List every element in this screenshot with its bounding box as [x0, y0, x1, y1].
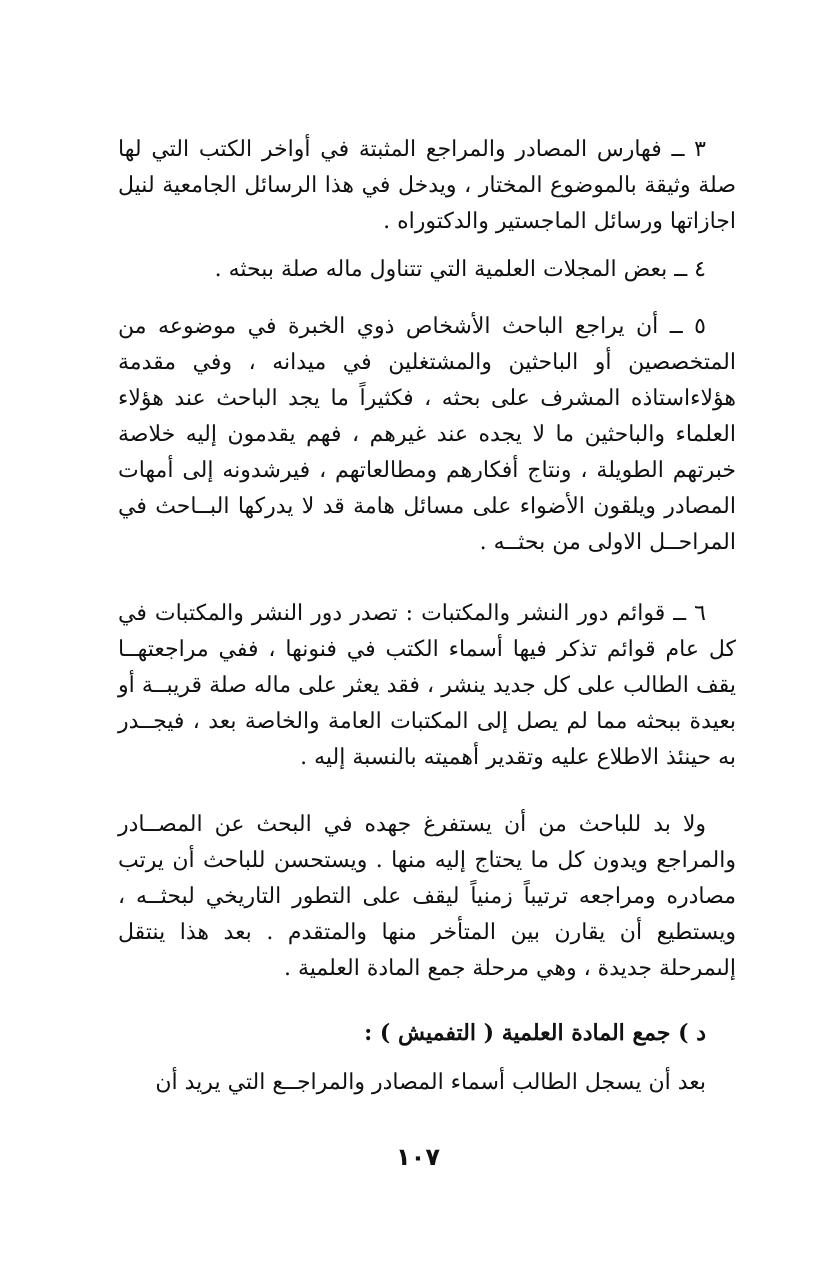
text-block-6: [118, 1065, 736, 1101]
text-block-3: [118, 309, 736, 561]
section-heading-block: [118, 1015, 736, 1051]
paragraph-item-3: ٣ ــ فهارس المصادر والمراجع المثبتة في أواخر الكتب التي لها صلة وثيقة بالموضوع المختار ، ويدخل في هذا الرسائل الجامعية لنيل اجازاتها ورسائل الماجستير والدكتوراه .: [118, 137, 736, 234]
text-block-4: [118, 596, 736, 776]
paragraph-item-6: ٦ ــ قوائم دور النشر والمكتبات : تصدر دور النشر والمكتبات في كل عام قوائم تذكر فيها أسماء الكتب في فنونها ، ففي مراجعتهــا يقف الطالب على كل جديد ينشر ، فقد يعثر على ماله صلة قريبــة أو بعيدة ببحثه مما لم يصل إلى المكتبات العامة والخاصة بعد ، فيجــدر به حينئذ الاطلاع عليه وتقدير أهميته بالنسبة إليه .: [118, 601, 736, 770]
paragraph-last: بعد أن يسجل الطالب أسماء المصادر والمراجــع التي يريد أن: [155, 1070, 706, 1095]
paragraph-item-4: ٤ ــ بعض المجلات العلمية التي تتناول ماله صلة ببحثه .: [214, 257, 706, 282]
paragraph-item-5: ٥ ــ أن يراجع الباحث الأشخاص ذوي الخبرة في موضوعه من المتخصصين أو الباحثين والمشتغلين في ميدانه ، وفي مقدمة هؤلاءاستاذه المشرف على بحثه ، فكثيراً ما يجد الباحث عند هؤلاء العلماء والباحثين ما لا يجده عند غيرهم ، فهم يقدمون إليه خلاصة خبرتهم الطويلة ، ونتاج أفكارهم ومطالعاتهم ، فيرشدونه إلى أمهات المصادر ويلقون الأضواء على مسائل هامة قد لا يدركها البــاحث في المراحــل الاولى من بحثــه .: [118, 314, 736, 555]
text-block-2: [118, 252, 736, 288]
paragraph-conclusion: ولا بد للباحث من أن يستفرغ جهده في البحث عن المصــادر والمراجع ويدون كل ما يحتاج إليه منها . ويستحسن للباحث أن يرتب مصادره ومراجعه ترتيباً زمنياً ليقف على التطور التاريخي لبحثــه ، ويستطيع أن يقارن بين المتأخر منها والمتقدم . بعد هذا ينتقل إلىمرحلة جديدة ، وهي مرحلة جمع المادة العلمية .: [118, 812, 736, 981]
text-block-5: [118, 807, 736, 987]
page-number: ١٠٧: [396, 1143, 440, 1171]
text-block-1: [118, 132, 736, 240]
section-heading: د ) جمع المادة العلمية ( التفميش ) :: [364, 1020, 706, 1046]
